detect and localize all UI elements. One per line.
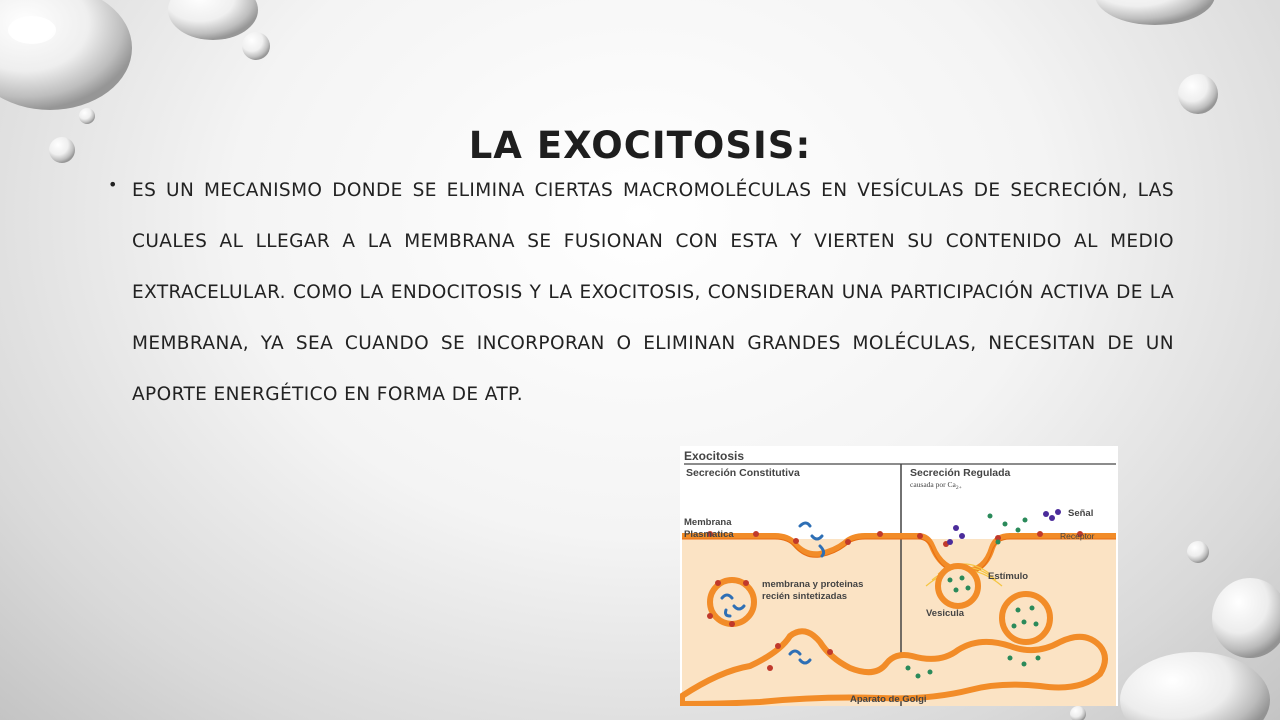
label-membrane-line2: Plasmatica: [684, 529, 734, 540]
slide-title: LA EXOCITOSIS:: [468, 124, 812, 167]
drop-top-right: [1095, 0, 1218, 114]
diagram-title: Exocitosis: [684, 449, 745, 463]
drop-top-left-large: [0, 0, 132, 110]
exocytosis-diagram: [680, 446, 1118, 706]
bullet-marker: •: [108, 175, 118, 194]
column-right-subheading: causada por $Ca_{2+}$: [910, 480, 962, 491]
slide-body-text: ES UN MECANISMO DONDE SE ELIMINA CIERTAS MACROMOLÉCULAS EN VESÍCULAS DE SECRECIÓN, LAS CUALES AL LLEGAR A LA MEMBRANA SE FUSIONAN CON ESTA Y VIERTEN SU CONTENIDO AL MEDIO EXTRACELULAR. COMO LA ENDOCITOSIS Y LA EXOCITOSIS, CONSIDERAN UNA PARTICIPACIÓN ACTIVA DE LA MEMBRANA, YA SEA CUANDO SE INCORPORAN O ELIMINAN GRANDES MOLÉCULAS, NECESITAN DE UN APORTE ENERGÉTICO EN FORMA DE ATP.: [132, 180, 1174, 405]
label-stimulus: Estímulo: [988, 571, 1029, 582]
label-vesicle: Vesicula: [926, 608, 965, 619]
drop-top-left-mid: [168, 0, 258, 40]
secretory-vesicle: [1002, 594, 1050, 642]
column-right-heading: Secreción Regulada: [910, 467, 1011, 479]
column-left-heading: Secreción Constitutiva: [686, 467, 800, 479]
label-signal: Señal: [1068, 508, 1094, 519]
label-golgi: Aparato de Golgi: [850, 694, 927, 705]
exocytosis-diagram-svg: [680, 446, 1118, 706]
label-receptor: Receptor: [1060, 531, 1095, 541]
label-membrane-line1: Membrana: [684, 517, 732, 528]
secretory-vesicle-docked: [938, 566, 978, 606]
extracellular-area: [682, 479, 1116, 539]
label-proteins-line2: recién sintetizadas: [762, 591, 848, 602]
label-proteins-line1: membrana y proteinas: [762, 579, 864, 590]
